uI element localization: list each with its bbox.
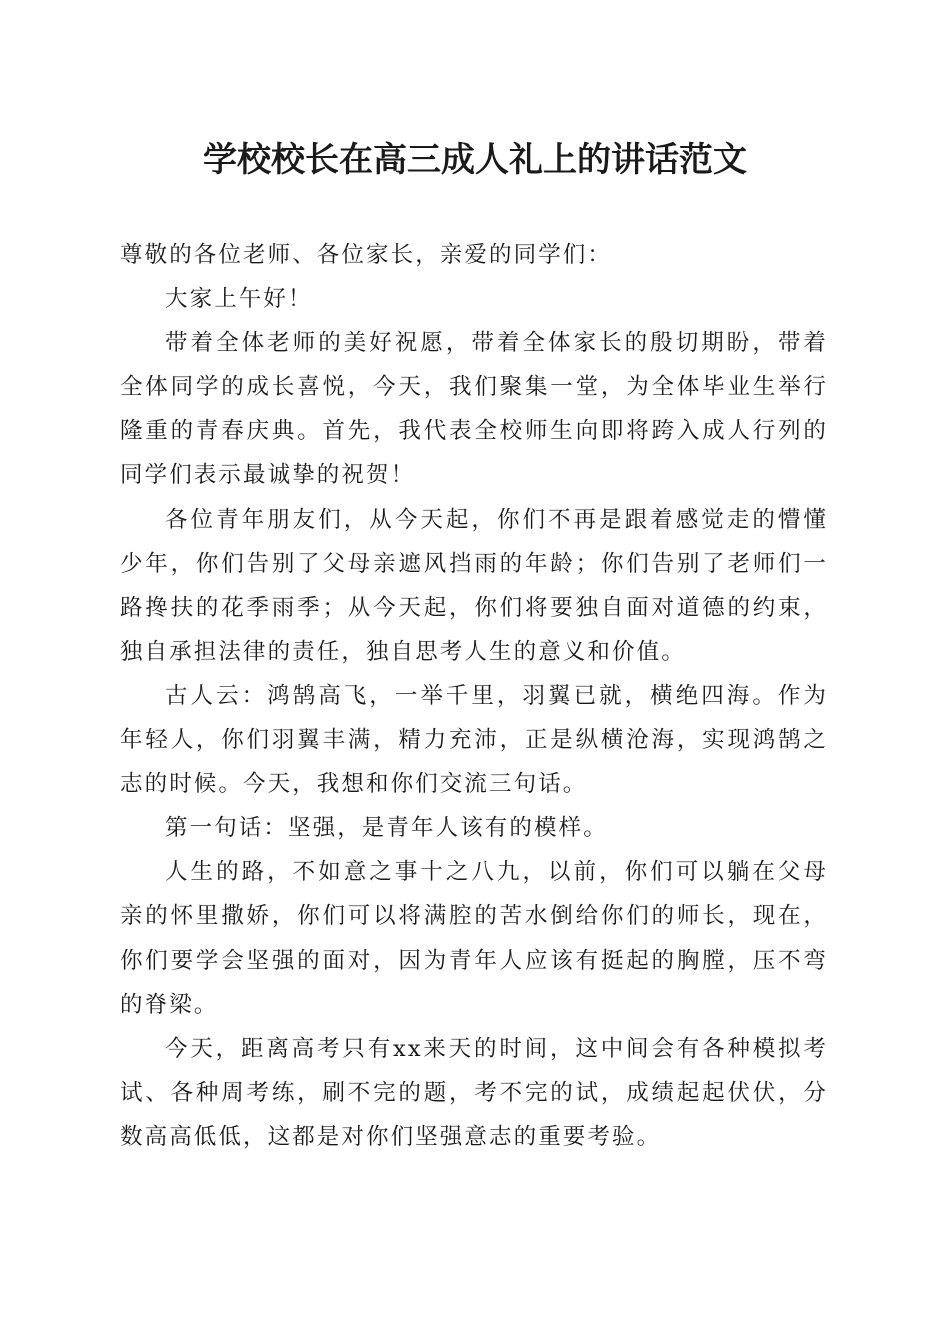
paragraph-exam-countdown: 今天，距离高考只有xx来天的时间，这中间会有各种模拟考试、各种周考练，刷不完的题，考不完的试，成绩起起伏伏，分数高高低低，这都是对你们坚强意志的重要考验。 <box>120 1035 828 1150</box>
paragraph-ancient-saying: 古人云：鸿鹄高飞，一举千里，羽翼已就，横绝四海。作为年轻人，你们羽翼丰满，精力充沛，正是纵横沧海，实现鸿鹄之志的时候。今天，我想和你们交流三句话。 <box>120 682 828 798</box>
paragraph-coming-of-age: 各位青年朋友们，从今天起，你们不再是跟着感觉走的懵懂少年，你们告别了父母亲遮风挡雨的年龄；你们告别了老师们一路搀扶的花季雨季；从今天起，你们将要独自面对道德的约束，独自承担法律的责任，独自思考人生的意义和价值。 <box>120 506 828 665</box>
paragraph-life-road: 人生的路，不如意之事十之八九，以前，你们可以躺在父母亲的怀里撒娇，你们可以将满腔的苦水倒给你们的师长，现在，你们要学会坚强的面对，因为青年人应该有挺起的胸膛，压不弯的脊梁。 <box>120 859 828 1018</box>
document-body <box>120 233 828 1159</box>
document-title: 学校校长在高三成人礼上的讲话范文 <box>203 140 747 180</box>
section-heading-first: 第一句话：坚强，是青年人该有的模样。 <box>165 815 608 842</box>
paragraph-greeting: 大家上午好！ <box>165 286 313 313</box>
paragraph-congratulations: 带着全体老师的美好祝愿，带着全体家长的殷切期盼，带着全体同学的成长喜悦，今天，我们聚集一堂，为全体毕业生举行隆重的青春庆典。首先，我代表全校师生向即将跨入成人行列的同学们表示最诚挚的祝贺！ <box>120 330 828 489</box>
salutation: 尊敬的各位老师、各位家长，亲爱的同学们： <box>120 242 613 268</box>
